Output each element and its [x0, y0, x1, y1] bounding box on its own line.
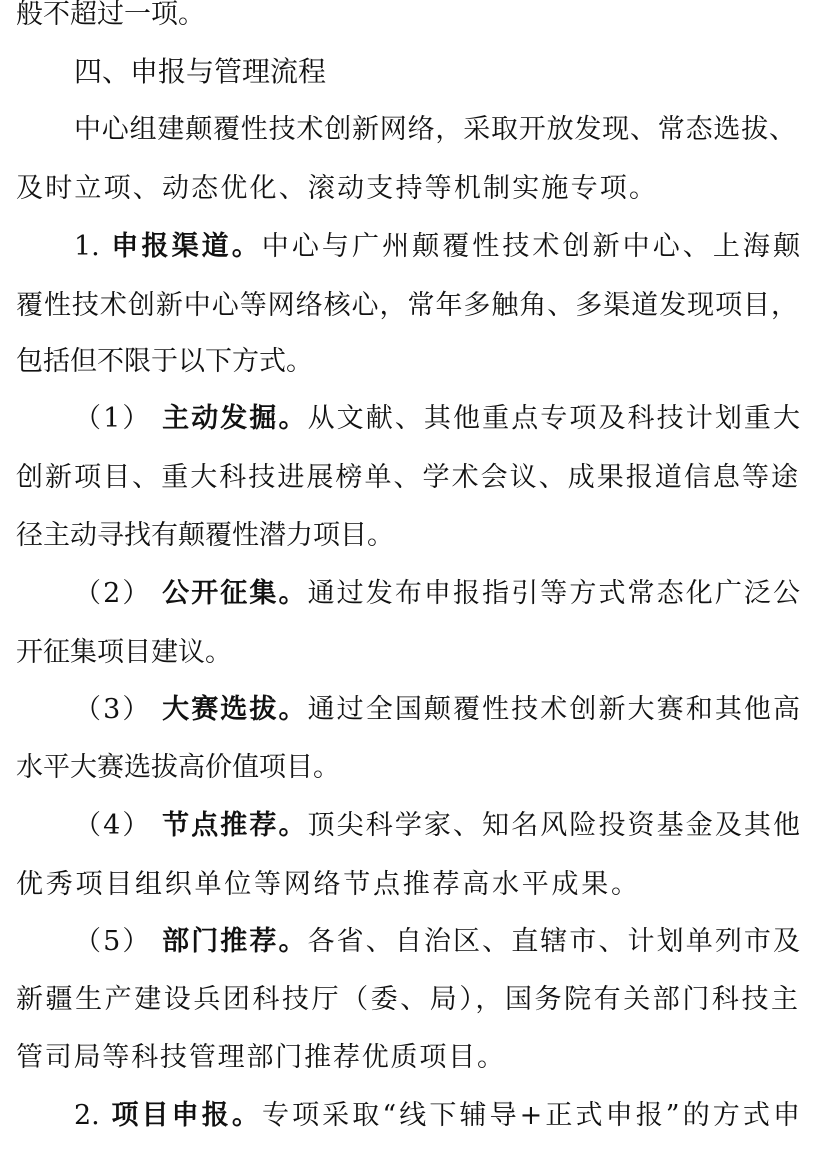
item-number: （4）: [74, 810, 152, 841]
body-text-line: [16, 449, 798, 507]
item-text: 专项采取“线下辅导+正式申报”的方式申: [261, 1100, 800, 1131]
item-heading-line: [74, 218, 800, 276]
item-title: 项目申报。: [111, 1100, 262, 1131]
item-text: 通过全国颠覆性技术创新大赛和其他高: [307, 694, 800, 725]
text-segment: 包括但不限于以下方式。: [16, 346, 313, 377]
item-number: （5）: [74, 926, 152, 957]
item-title: 申报渠道。: [111, 231, 262, 262]
item-heading-line: [74, 681, 800, 739]
item-number: （3）: [74, 694, 152, 725]
item-text: 从文献、其他重点专项及科技计划重大: [307, 403, 800, 434]
body-text-line: [16, 1029, 504, 1087]
item-heading-line: [74, 390, 800, 448]
text-segment: 优秀项目组织单位等网络节点推荐高水平成果。: [16, 869, 638, 900]
text-segment: 及时立项、动态优化、滚动支持等机制实施专项。: [16, 173, 656, 204]
text-segment: 中心组建颠覆性技术创新网络，采取开放发现、常态选拔、: [74, 114, 796, 145]
body-text-line: [16, 624, 246, 682]
item-heading-line: [74, 565, 800, 623]
text-segment: 覆性技术创新中心等网络核心，常年多触角、多渠道发现项目，: [16, 290, 798, 321]
item-number: 2.: [74, 1100, 100, 1131]
item-text: 通过发布申报指引等方式常态化广泛公: [307, 578, 800, 609]
body-text-line: [16, 277, 798, 335]
item-number: 1.: [74, 231, 100, 262]
item-heading-line: [74, 913, 800, 971]
body-text-line: [16, 971, 798, 1029]
text-segment: 径主动寻找有颠覆性潜力项目。: [16, 520, 394, 551]
item-text: 各省、自治区、直辖市、计划单列市及: [307, 926, 800, 957]
body-text-line: [74, 101, 796, 159]
item-heading-line: [74, 1087, 800, 1145]
body-text-line: [16, 0, 236, 44]
text-segment: 创新项目、重大科技进展榜单、学术会议、成果报道信息等途: [16, 462, 798, 493]
body-text-line: [16, 856, 638, 914]
item-text: 中心与广州颠覆性技术创新中心、上海颠: [261, 231, 800, 262]
heading-text: 四、申报与管理流程: [74, 55, 327, 88]
text-segment: 开征集项目建议。: [16, 637, 232, 668]
item-title: 主动发掘。: [162, 403, 308, 434]
item-title: 公开征集。: [162, 578, 308, 609]
body-text-line: [16, 160, 656, 218]
text-segment: 管司局等科技管理部门推荐优质项目。: [16, 1042, 504, 1073]
body-text-line: [16, 739, 356, 797]
text-segment: 新疆生产建设兵团科技厅（委、局），国务院有关部门科技主: [16, 984, 798, 1015]
item-number: （1）: [74, 403, 152, 434]
item-title: 部门推荐。: [162, 926, 308, 957]
section-heading: [74, 43, 374, 101]
item-heading-line: [74, 797, 800, 855]
body-text-line: [16, 333, 336, 391]
body-text-line: [16, 507, 416, 565]
item-title: 大赛选拔。: [162, 694, 308, 725]
item-text: 顶尖科学家、知名风险投资基金及其他: [307, 810, 800, 841]
item-number: （2）: [74, 578, 152, 609]
item-title: 节点推荐。: [162, 810, 308, 841]
text-segment: 水平大赛选拔高价值项目。: [16, 752, 340, 783]
text-segment: 般不超过一项。: [16, 0, 205, 30]
